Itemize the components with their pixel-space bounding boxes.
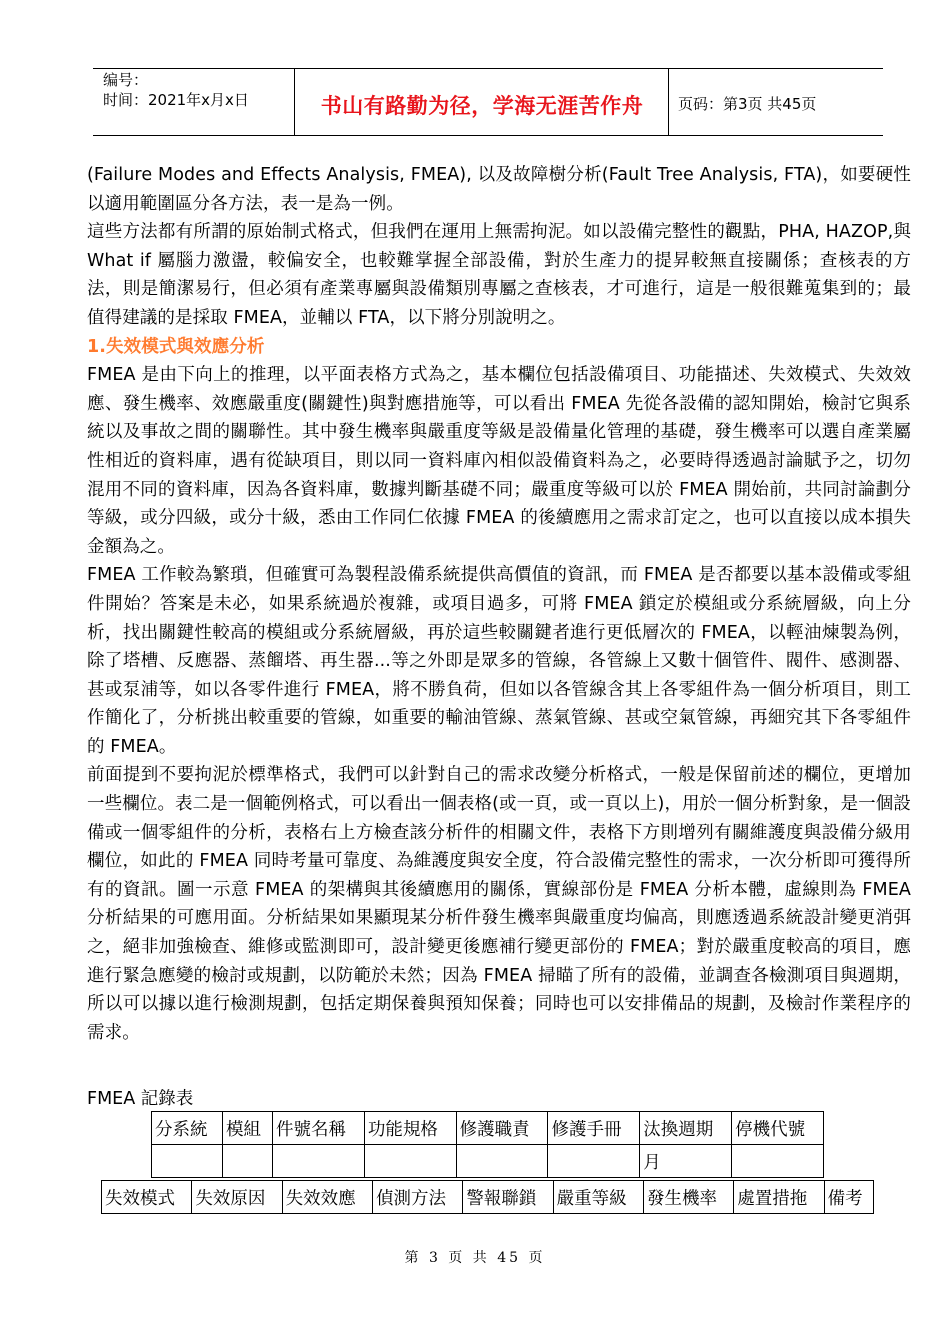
table-header-cell: 模組 — [222, 1112, 272, 1145]
header-bottom-rule — [93, 135, 883, 136]
table-header-cell: 修護手冊 — [548, 1112, 640, 1145]
fmea-record-table — [101, 1180, 874, 1214]
section-heading: 1.失效模式與效應分析 — [87, 336, 265, 357]
fmea-header-table — [151, 1111, 824, 1178]
header-top-rule — [93, 68, 883, 69]
table-header-row — [102, 1181, 874, 1214]
paragraph-5: 前面提到不要拘泥於標準格式，我們可以針對自己的需求改變分析格式，一般是保留前述的欄位，更增加一些欄位。表二是一個範例格式，可以看出一個表格(或一頁，或一頁以上)，用於一個分析對象，是一個設備或一個零組件的分析，表格右上方檢查該分析件的相關文件，表格下方則增列有關維護度與設備分級用欄位，如此的 FMEA 同時考量可靠度、為維護度與安全度，符合設備完整性的需求，一次分析即可獲得所有的資訊。圖一示意 FMEA 的架構與其後續應用的關係，實線部份是 FMEA 分析本體，虛線則為 FMEA 分析結果的可應用面。分析結果如果顯現某分析件發生機率與嚴重度均偏高，則應透過系統設計變更消弭之，絕非加強檢查、維修或監測即可，設計變更後應補行變更部份的 FMEA；對於嚴重度較高的項目，應進行緊急應變的檢討或規劃，以防範於未然；因為 FMEA 掃瞄了所有的設備，並調查各檢測項目與週期，所以可以據以進行檢測規劃，包括定期保養與預知保養；同時也可以安排備品的規劃，及檢討作業程序的需求。 — [87, 765, 911, 1043]
table-header-cell: 停機代號 — [732, 1112, 824, 1145]
header-page-label: 页码：第3页 共45页 — [678, 95, 817, 113]
table-cell — [222, 1145, 272, 1178]
table-header-cell: 汰換週期 — [640, 1112, 732, 1145]
table-cell — [548, 1145, 640, 1178]
table-header-cell: 分系統 — [152, 1112, 223, 1145]
header-divider-right — [668, 68, 669, 136]
table-cell — [732, 1145, 824, 1178]
table-header-cell: 警報聯鎖 — [463, 1181, 553, 1214]
table-cell — [152, 1145, 223, 1178]
table-cell — [273, 1145, 365, 1178]
header-time: 时间：2021年x月x日 — [103, 91, 249, 109]
table-header-cell: 失效原因 — [192, 1181, 282, 1214]
table-cell — [456, 1145, 548, 1178]
table-row — [152, 1145, 824, 1178]
header-motto: 书山有路勤为径，学海无涯苦作舟 — [320, 94, 644, 118]
table-header-cell: 發生機率 — [643, 1181, 733, 1214]
table-header-cell: 功能規格 — [364, 1112, 456, 1145]
table-header-cell: 失效效應 — [282, 1181, 372, 1214]
header-divider-left — [294, 68, 295, 136]
paragraph-4: FMEA 工作較為繁瑣，但確實可為製程設備系統提供高價值的資訊，而 FMEA 是否都要以基本設備或零組件開始？答案是未必，如果系統過於複雜，或項目過多，可將 FMEA 鎖定於模組或分系統層級，向上分析，找出關鍵性較高的模組或分系統層級，再於這些較關鍵者進行更低層次的 FMEA，以輕油煉製為例，除了塔槽、反應器、蒸餾塔、再生器...等之外即是眾多的管線，各管線上又數十個管件、閥件、感測器、甚或泵浦等，如以各零件進行 FMEA，將不勝負荷，但如以各管線含其上各零組件為一個分析項目，則工作簡化了，分析挑出較重要的管線，如重要的輸油管線、蒸氣管線、甚或空氣管線，再細究其下各零組件的 FMEA。 — [87, 565, 911, 757]
table-header-cell: 處置措拖 — [734, 1181, 824, 1214]
table-cell — [364, 1145, 456, 1178]
paragraph-1: (Failure Modes and Effects Analysis, FMEA), 以及故障樹分析(Fault Tree Analysis, FTA)，如要硬性以適用範圍區分各方法，表一是為一例。 — [87, 165, 911, 214]
table-header-cell: 失效模式 — [102, 1181, 192, 1214]
table-header-cell: 件號名稱 — [273, 1112, 365, 1145]
table-header-cell: 偵測方法 — [372, 1181, 462, 1214]
table-caption: FMEA 記錄表 — [87, 1089, 194, 1109]
document-body — [87, 161, 911, 1047]
header-meta — [103, 70, 249, 110]
page-footer: 第 3 页 共 45 页 — [404, 1250, 546, 1266]
table-header-cell: 修護職責 — [456, 1112, 548, 1145]
table-header-row — [152, 1112, 824, 1145]
table-header-cell: 嚴重等級 — [553, 1181, 643, 1214]
header-number: 编号： — [103, 71, 149, 89]
paragraph-2: 這些方法都有所謂的原始制式格式，但我們在運用上無需拘泥。如以設備完整性的觀點，PHA, HAZOP,與 What if 屬腦力激盪，較偏安全，也較難掌握全部設備，對於生產力的提昇較無直接關係；查核表的方法，則是簡潔易行，但必須有產業專屬與設備類別專屬之查核表，才可進行，這是一般很難蒐集到的；最值得建議的是採取 FMEA，並輔以 FTA，以下將分別說明之。 — [87, 222, 911, 328]
table-cell: 月 — [640, 1145, 732, 1178]
table-header-cell: 備考 — [824, 1181, 873, 1214]
paragraph-3: FMEA 是由下向上的推理，以平面表格方式為之，基本欄位包括設備項目、功能描述、失效模式、失效效應、發生機率、效應嚴重度(關鍵性)與對應措施等，可以看出 FMEA 先從各設備的認知開始，檢討它與系統以及事故之間的關聯性。其中發生機率與嚴重度等級是設備量化管理的基礎，發生機率可以選自產業屬性相近的資料庫，遇有從缺項目，則以同一資料庫內相似設備資料為之，必要時得透過討論賦予之，切勿混用不同的資料庫，因為各資料庫，數據判斷基礎不同；嚴重度等級可以於 FMEA 開始前，共同討論劃分等級，或分四級，或分十級，悉由工作同仁依據 FMEA 的後續應用之需求訂定之，也可以直接以成本損失金額為之。 — [87, 365, 911, 557]
